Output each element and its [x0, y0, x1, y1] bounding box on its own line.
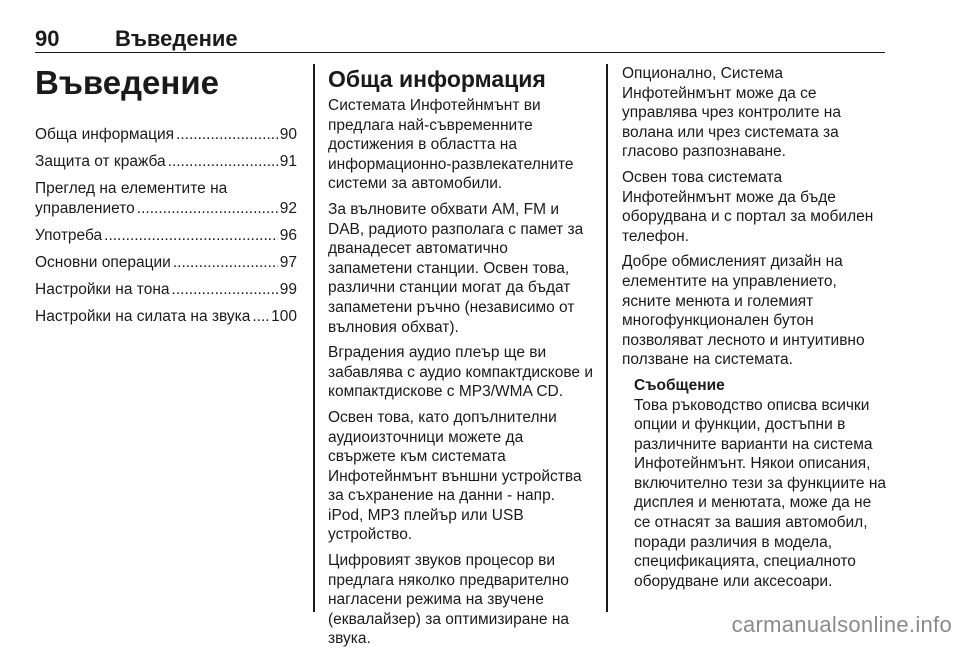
toc-entry-label: Употреба: [35, 227, 103, 244]
column-divider-left: [313, 64, 315, 612]
column-continued: [622, 64, 890, 591]
toc-leader-dots: [137, 199, 278, 219]
toc-entry-page: 91: [279, 153, 297, 170]
toc-entry[interactable]: [35, 226, 297, 246]
toc-entry-page: 90: [279, 126, 297, 143]
toc-entry[interactable]: [35, 280, 297, 300]
toc-entry-label: Обща информация: [35, 126, 175, 143]
column-toc: [35, 64, 297, 334]
toc-entry-label: Преглед на елементите на: [35, 180, 228, 197]
body-paragraph: Системата Инфотейнмънт ви предлага най-съвременните достижения в областта на информационно-развлекателните системи за автомобили.: [328, 97, 574, 193]
toc-entry-page: 100: [271, 308, 297, 325]
column-divider-right: [606, 64, 608, 612]
section-title: Обща информация: [328, 66, 546, 92]
toc-entry-label-continued: управлението: [35, 200, 135, 217]
page-header: [35, 26, 885, 53]
toc-leader-dots: [168, 152, 278, 172]
column-general-info: [328, 64, 594, 655]
toc-entry-page: 99: [279, 281, 297, 298]
toc-entry-label: Основни операции: [35, 254, 171, 271]
body-paragraph: Вградения аудио плеър ще ви забавлява с аудио компактдискове и компактдискове с MP3/WMA CD.: [328, 344, 593, 401]
toc-leader-dots: [252, 307, 269, 327]
toc-entry[interactable]: [35, 307, 297, 327]
body-paragraph: Добре обмисленият дизайн на елементите на управлението, ясните менюта и големият многофункционален бутон позволяват лесното и интуитивно ползване на системата.: [622, 253, 865, 369]
watermark: carmanualsonline.info: [731, 612, 952, 637]
toc-entry[interactable]: [35, 253, 297, 273]
toc-leader-dots: [104, 226, 278, 246]
body-paragraph: За вълновите обхвати AM, FM и DAB, радиото разполага с памет за дванадесет автоматично запаметени станции. Освен това, различни станции могат да бъдат запаметени ръчно (независимо от вълновия обхват).: [328, 200, 584, 336]
running-title: Въведение: [115, 26, 238, 51]
toc-leader-dots: [173, 253, 278, 273]
toc-entry-label: Настройки на тона: [35, 281, 170, 298]
toc-leader-dots: [176, 125, 278, 145]
body-paragraph: Освен това, като допълнителни аудиоизточници можете да свържете към системата Инфотейнмънт външни устройства за съхранение на данни - напр. iPod, MP3 плейър или USB устройство.: [328, 408, 582, 544]
toc-entry-label: Защита от кражба: [35, 153, 166, 170]
note-box: [634, 376, 890, 592]
toc-leader-dots: [172, 280, 278, 300]
toc-entry[interactable]: [35, 179, 297, 219]
table-of-contents: [35, 125, 297, 327]
chapter-title: Въведение: [35, 64, 219, 101]
toc-entry[interactable]: [35, 125, 297, 145]
note-title: Съобщение: [634, 376, 725, 394]
toc-entry-label: Настройки на силата на звука: [35, 308, 251, 325]
body-paragraph: Цифровият звуков процесор ви предлага няколко предварително нагласени режима на звучене (еквалайзер) за оптимизиране на звука.: [328, 552, 569, 648]
note-text: Това ръководство описва всички опции и функции, достъпни в различните варианти на система Инфотейнмънт. Някои описания, включително тези за функциите на дисплея и менютата, може да не се отнасят за вашия автомобил, поради различия в модела, спецификацията, специалното оборудване или аксесоари.: [634, 396, 887, 590]
toc-entry-page: 96: [279, 227, 297, 244]
page-number: 90: [35, 26, 60, 51]
toc-entry-page: 92: [279, 200, 297, 217]
body-paragraph: Освен това системата Инфотейнмънт може да бъде оборудвана и с портал за мобилен телефон.: [622, 168, 874, 245]
toc-entry[interactable]: [35, 152, 297, 172]
toc-entry-page: 97: [279, 254, 297, 271]
body-paragraph: Опционално, Система Инфотейнмънт може да се управлява чрез контролите на волана или чрез системата за гласово разпознаване.: [622, 65, 841, 161]
